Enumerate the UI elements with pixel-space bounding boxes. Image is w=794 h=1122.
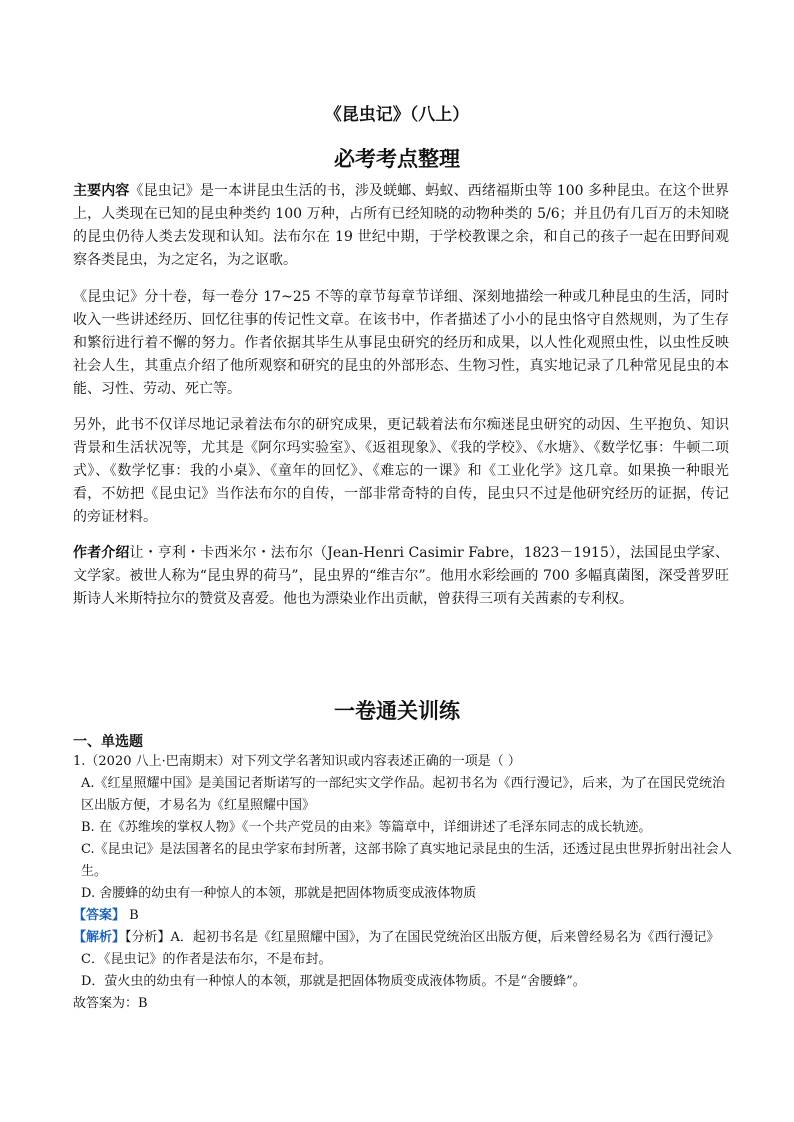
- analysis-tag: 【解析】: [73, 930, 126, 945]
- author-intro-label: 作者介绍: [73, 545, 130, 561]
- main-content-text: 《昆虫记》是一本讲昆虫生活的书，涉及蜣螂、蚂蚁、西绪福斯虫等 100 多种昆虫。在这个世界上，人类现在已知的昆虫种类约 100 万种，占所有已经知晓的动物种类的 5/6；并且仍有几百万的未知晓的昆虫仍待人类去发现和认知。法布尔在 19 世纪中期，于学校教课之余，和自己的孩子一起在田野间观察各类昆虫，为之定名，为之讴歌。: [73, 183, 729, 268]
- option-a: A.《红星照耀中国》是美国记者斯诺写的一部纪实文学作品。起初书名为《西行漫记》，后来，为了在国民党统治区出版方便，才易名为《红星照耀中国》: [81, 776, 726, 813]
- autobiography-paragraph: 另外，此书不仅详尽地记录着法布尔的研究成果，更记载着法布尔痴迷昆虫研究的动因、生平抱负、知识背景和生活状况等，尤其是《阿尔玛实验室》、《返祖现象》、《我的学校》、《水塘》、《数学忆事：牛顿二项式》、《数学忆事：我的小桌》、《童年的回忆》、《难忘的一课》和《工业化学》这几章。如果换一种眼光看，不妨把《昆虫记》当作法布尔的自传，一部非常奇特的自传，昆虫只不过是他研究经历的证据，传记的旁证材料。: [73, 417, 729, 525]
- option-d: D. 舍腰蜂的幼虫有一种惊人的本领，那就是把固体物质变成液体物质: [81, 886, 477, 901]
- author-intro-paragraph: [73, 542, 729, 611]
- answer-tag: 【答案】: [73, 908, 126, 923]
- answer-value: B: [129, 908, 139, 923]
- main-content-paragraph: [73, 180, 729, 272]
- section-title-training: 一卷通关训练: [334, 698, 460, 723]
- author-intro-text: 让・亨利・卡西米尔・法布尔（Jean-Henri Casimir Fabre，1823－1915），法国昆虫学家、文学家。被世人称为“昆虫界的荷马”，昆虫界的“维吉尔”。他用水彩绘画的 700 多幅真菌图，深受普罗旺斯诗人米斯特拉尔的赞赏及喜爱。他也为漂染业作出贡献，曾获得三项有关茜素的专利权。: [73, 545, 730, 607]
- document-title: 《昆虫记》（八上）: [324, 105, 470, 125]
- section-title-key-points: 必考考点整理: [334, 146, 460, 171]
- analysis-a: 【分析】A．起初书名是《红星照耀中国》，为了在国民党统治区出版方便，后来曾经易名为《西行漫记》: [125, 930, 720, 945]
- option-c: C.《昆虫记》是法国著名的昆虫学家布封所著，这部书除了真实地记录昆虫的生活，还透过昆虫世界折射出社会人生。: [81, 842, 732, 879]
- analysis-line: [73, 927, 733, 949]
- analysis-d: D．萤火虫的幼虫有一种惊人的本领，那就是把固体物质变成液体物质。不是“舍腰蜂”。: [81, 974, 586, 989]
- option-b: B. 在《苏维埃的掌权人物》《一个共产党员的由来》等篇章中，详细讲述了毛泽东同志的成长轨迹。: [81, 820, 652, 835]
- volume-structure-paragraph: 《昆虫记》分十卷，每一卷分 17~25 不等的章节每章节详细、深刻地描绘一种或几种昆虫的生活，同时收入一些讲述经历、回忆往事的传记性文章。在该书中，作者描述了小小的昆虫恪守自然规则，为了生存和繁衍进行着不懈的努力。作者依据其毕生从事昆虫研究的经历和成果，以人性化观照虫性，以虫性反映社会人生，其重点介绍了他所观察和研究的昆虫的外部形态、生物习性，真实地记录了几种常见昆虫的本能、习性、劳动、死亡等。: [73, 289, 729, 397]
- question-stem: 1.（2020 八上·巴南期末）对下列文学名著知识或内容表述正确的一项是（ ）: [73, 754, 521, 769]
- question-section-heading: 一、单选题: [73, 734, 143, 750]
- main-content-label: 主要内容: [73, 183, 130, 199]
- analysis-c: C．《昆虫记》的作者是法布尔，不是布封。: [81, 952, 332, 967]
- answer-line: [73, 905, 733, 927]
- question-1: [73, 751, 733, 1015]
- conclusion-line: 故答案为：B: [73, 996, 148, 1011]
